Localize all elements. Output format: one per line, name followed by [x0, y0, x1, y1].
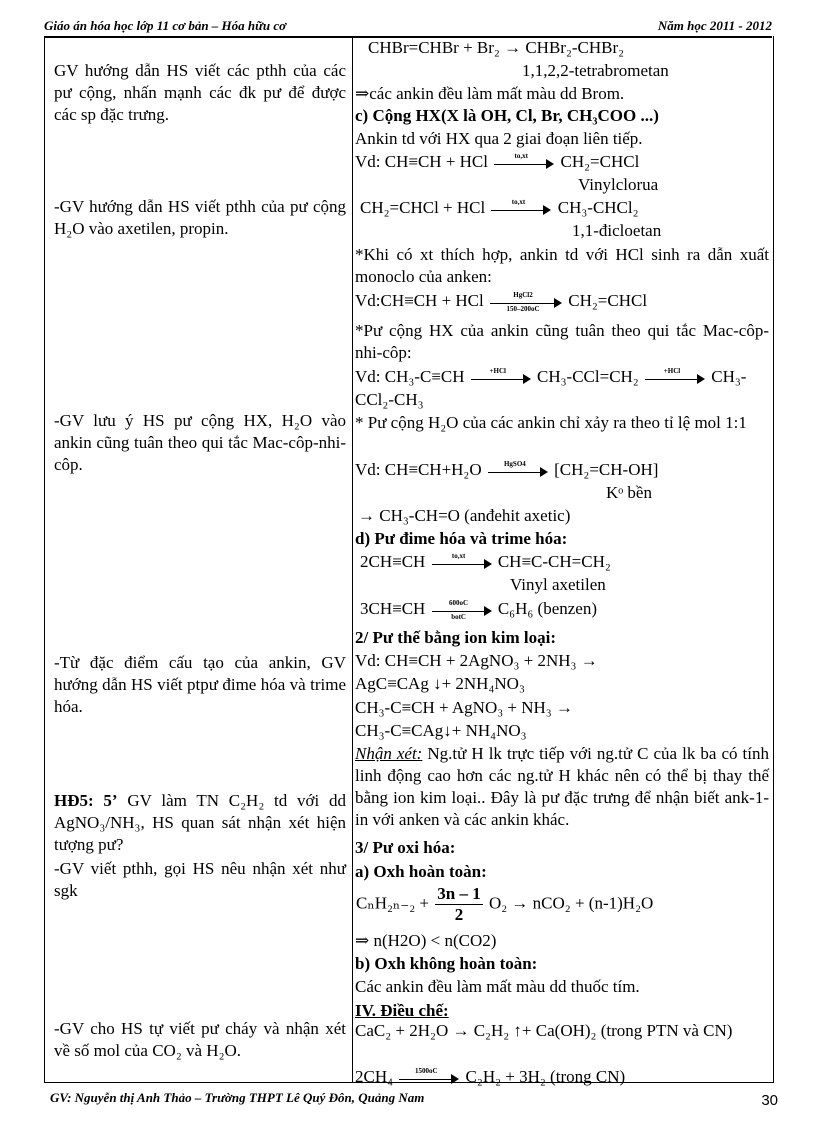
- fraction: $\frac{3n - 1}{2}$: [437, 884, 481, 924]
- eq-silver-1b: AgC≡CAg ↓+ 2NH₄NO₃: [355, 674, 525, 693]
- teacher-note-equation: -GV viết pthh, gọi HS nêu nhận xét như sgk: [54, 859, 346, 900]
- section-3-heading: 3/ Pư oxi hóa:: [355, 838, 456, 857]
- section-iv-heading: IV. Điều chế:: [355, 1001, 449, 1020]
- dicloetan-label: 1,1-đicloetan: [572, 221, 662, 240]
- section-c-heading: c) Cộng HX(X là OH, Cl, Br, CH₃COO ...): [355, 106, 659, 125]
- eq-bromination: CHBr=CHBr + Br₂ → CHBr₂-CHBr₂: [368, 38, 625, 57]
- eq-hcl-2: CH₂=CHCl + HCl to,xt CH₃-CHCl₂: [360, 198, 639, 217]
- teacher-note-markovnikov: -GV lưu ý HS pư cộng HX, H₂O vào ankin cũng tuân theo qui tắc Mac-côp-nhi-côp.: [54, 411, 346, 474]
- bromination-conclusion: ⇒các ankin đều làm mất màu dd Brom.: [355, 84, 625, 103]
- activity-text: GV làm TN C₂H₂ td với dd AgNO₃/NH₃, HS quan sát nhận xét hiện tượng pư?: [54, 791, 347, 854]
- activity-5-note: [54, 790, 346, 856]
- activity-label: HĐ5: 5’: [54, 791, 118, 810]
- page-number: 30: [761, 1092, 778, 1109]
- reaction-arrow: 1500oC: [399, 1071, 459, 1085]
- column-divider: [352, 36, 353, 1082]
- eq-acetaldehyde: → CH₃-CH=O (anđehit axetic): [358, 506, 571, 525]
- eq-hcl-1: Vd: CH≡CH + HCl to,xt CH₂=CHCl: [355, 152, 640, 171]
- section-d-heading: d) Pư đime hóa và trime hóa:: [355, 529, 568, 548]
- teacher-note-water-addition: -GV hướng dẫn HS viết pthh của pư cộng H₂O vào axetilen, propin.: [54, 197, 346, 238]
- observation-text: Ng.tử H lk trực tiếp với ng.tử C của lk ba có tính linh động cao hơn các ng.tử H khác nên có thể bị thay thế bằng ion kim loại.. Đây là pư đặc trưng để nhận biết ank-1-in với anken và các ankin khác.: [355, 744, 769, 829]
- header-title: Giáo án hóa học lớp 11 cơ bản – Hóa hữu cơ: [44, 18, 287, 33]
- section-2-heading: 2/ Pư thế bằng ion kim loại:: [355, 628, 557, 647]
- eq-hgcl2: Vd:CH≡CH + HCl HgCl2 150–200oC CH₂=CHCl: [355, 291, 648, 314]
- reaction-arrow: +HCl: [471, 371, 531, 385]
- observation-note: [355, 743, 769, 831]
- page-header: [44, 16, 772, 38]
- unstable-label: Kᵒ bền: [606, 483, 652, 502]
- markovnikov-rule: *Pư cộng HX của ankin cũng tuân theo qui tắc Mac-côp-nhi-côp:: [355, 321, 769, 362]
- mole-comparison: ⇒ n(H2O) < n(CO2): [355, 931, 497, 950]
- eq-silver-2a: CH₃-C≡CH + AgNO₃ + NH₃ →: [355, 698, 573, 717]
- eq-trimerization: 3CH≡CH 600oC botC C₆H₆ (benzen): [360, 599, 598, 622]
- eq-silver-1a: Vd: CH≡CH + 2AgNO₃ + 2NH₃ →: [355, 651, 598, 670]
- eq-hydration: Vd: CH≡CH+H₂O HgSO4 [CH₂=CH-OH]: [355, 460, 659, 479]
- complete-oxidation-heading: a) Oxh hoàn toàn:: [355, 862, 487, 881]
- reaction-arrow: HgSO4: [488, 464, 548, 478]
- reaction-arrow: HgCl2 150–200oC: [490, 295, 562, 309]
- catalyst-note: *Khi có xt thích hợp, ankin td với HCl sinh ra dẫn xuất monoclo của anken:: [355, 245, 769, 286]
- reaction-arrow: 600oC botC: [432, 603, 492, 617]
- vinylclorua-label: Vinylclorua: [578, 175, 659, 194]
- hx-two-stages: Ankin td với HX qua 2 giai đoạn liên tiếp.: [355, 129, 643, 148]
- reaction-arrow: +HCl: [645, 371, 705, 385]
- permanganate-note: Các ankin đều làm mất màu dd thuốc tím.: [355, 977, 640, 996]
- eq-propyne-hcl: Vd: CH₃-C≡CH +HCl CH₃-CCl=CH₂ +HCl CH₃-: [355, 367, 747, 386]
- eq-silver-2b: CH₃-C≡CAg↓+ NH₄NO₃: [355, 721, 527, 740]
- eq-dimerization: 2CH≡CH to,xt CH≡C-CH=CH₂: [360, 552, 611, 571]
- teacher-note-addition: GV hướng dẫn HS viết các pthh của các pư cộng, nhấn mạnh các đk pư để được các sp đặc trưng.: [54, 61, 346, 124]
- eq-combustion: CₙH₂ₙ₋₂ + $\frac{3n - 1}{2}$ O₂ → nCO₂ + (n-1)H₂O: [356, 884, 654, 924]
- footer-author: GV: Nguyễn thị Anh Thảo – Trường THPT Lê Quý Đôn, Quảng Nam: [50, 1090, 425, 1105]
- observation-label: Nhận xét:: [355, 744, 423, 763]
- incomplete-oxidation-heading: b) Oxh không hoàn toàn:: [355, 954, 538, 973]
- eq-bromination-product-name: 1,1,2,2-tetrabrometan: [522, 61, 669, 80]
- reaction-arrow: to,xt: [494, 156, 554, 170]
- teacher-note-dimerization: -Từ đặc điểm cấu tạo của ankin, GV hướng dẫn HS viết ptpư đime hóa và trime hóa.: [54, 653, 346, 716]
- vinyl-axetilen-label: Vinyl axetilen: [510, 575, 606, 594]
- eq-propyne-product: CCl₂-CH₃: [355, 390, 424, 409]
- eq-carbide: CaC₂ + 2H₂O → C₂H₂ ↑+ Ca(OH)₂ (trong PTN và CN): [355, 1021, 733, 1040]
- reaction-arrow: to,xt: [432, 556, 492, 570]
- teacher-note-combustion: -GV cho HS tự viết pư cháy và nhận xét về số mol của CO₂ và H₂O.: [54, 1019, 346, 1060]
- reaction-arrow: to,xt: [491, 202, 551, 216]
- water-addition-ratio: * Pư cộng H₂O của các ankin chỉ xảy ra theo tỉ lệ mol 1:1: [355, 413, 747, 432]
- eq-methane-pyrolysis: 2CH₄ 1500oC C₂H₂ + 3H₂ (trong CN): [355, 1067, 626, 1086]
- header-school-year: Năm học 2011 - 2012: [657, 18, 772, 33]
